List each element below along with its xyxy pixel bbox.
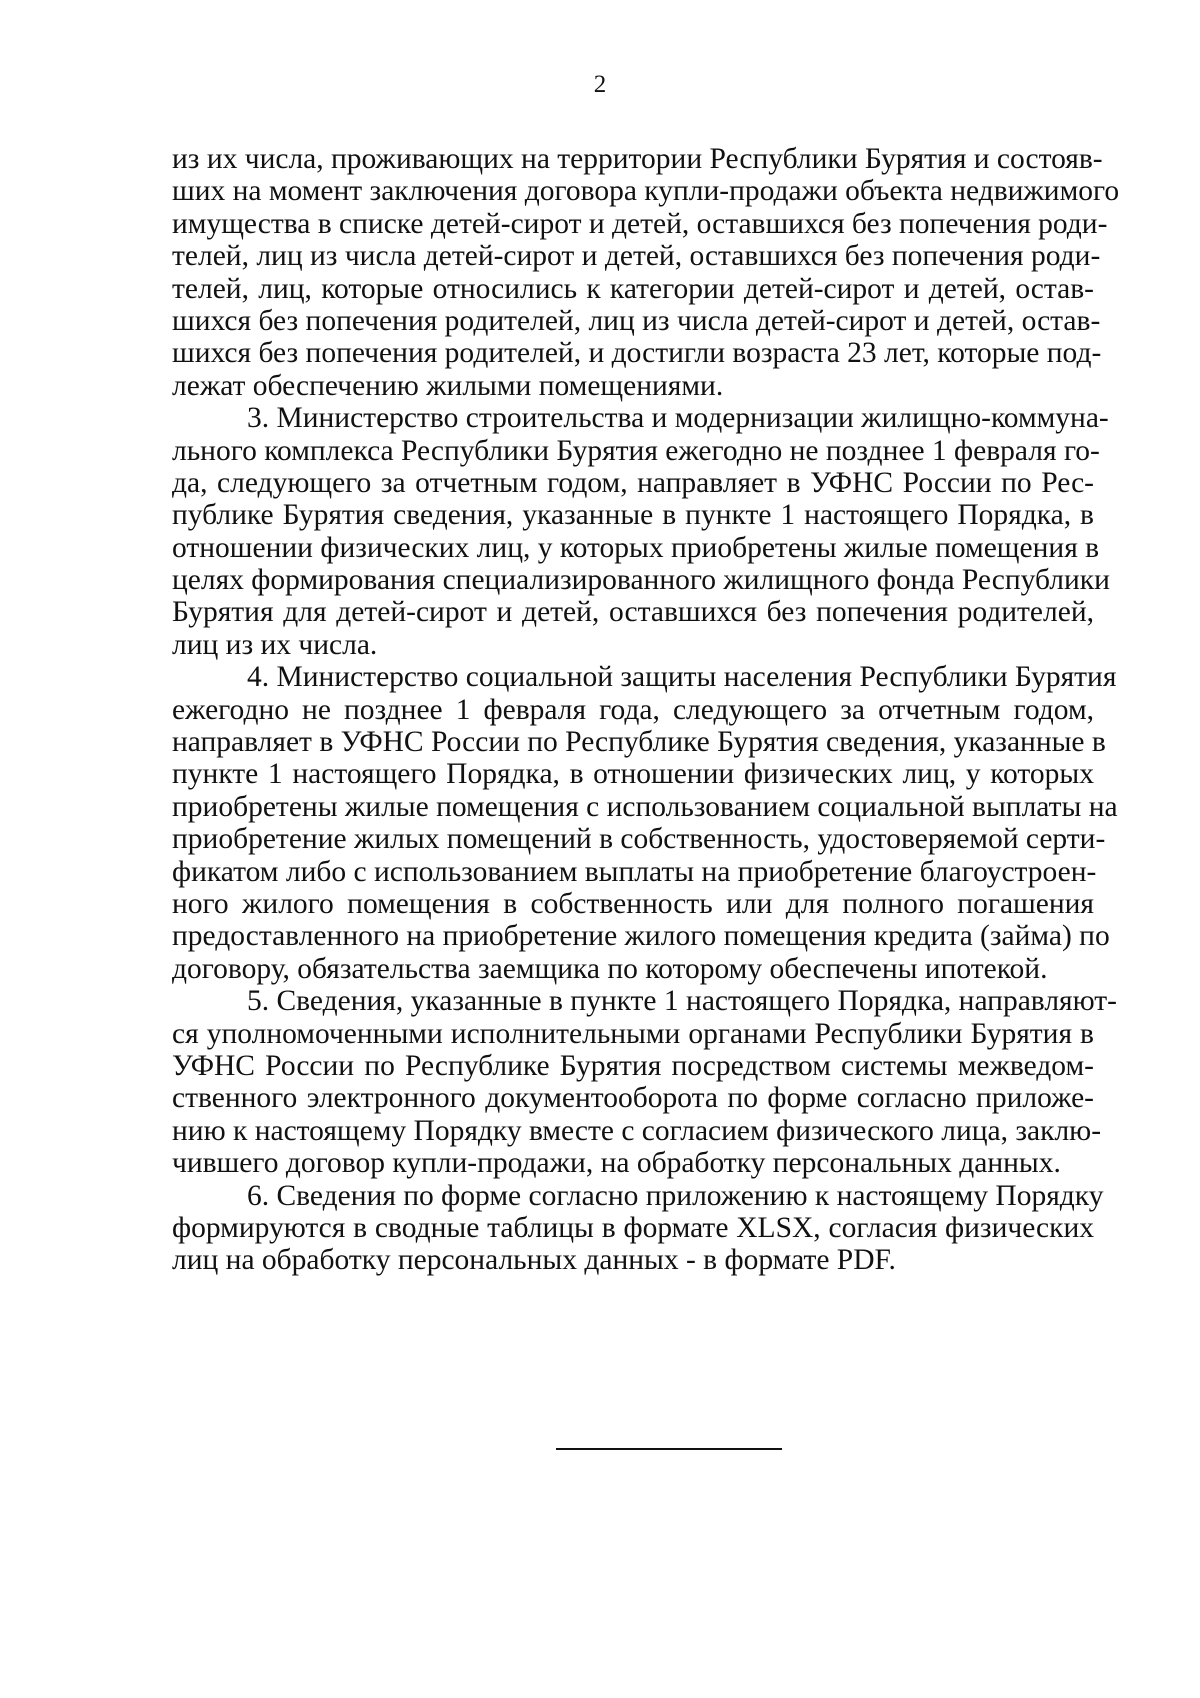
paragraph-3-first-line: 3. Министерство строительства и модернизации жилищно-коммуна- [247,402,1109,435]
paragraph-5-first-line: 5. Сведения, указанные в пункте 1 настоящего Порядка, направляют- [247,985,1117,1018]
text-line: пункте 1 настоящего Порядка, в отношении физических лиц, у которых [172,758,1094,791]
paragraph-end-line: лежат обеспечению жилыми помещениями. [172,369,724,402]
paragraph-end-line: лиц на обработку персональных данных - в формате PDF. [172,1244,896,1277]
paragraph-6-first-line: 6. Сведения по форме согласно приложению к настоящему Порядку [247,1179,1104,1212]
text-line: нию к настоящему Порядку вместе с согласием физического лица, заклю- [172,1114,1102,1147]
document-body [172,143,1120,1277]
text-line: шихся без попечения родителей, лиц из числа детей-сирот и детей, остав- [172,304,1101,337]
text-line: целях формирования специализированного жилищного фонда Республики [172,564,1110,597]
text-line: направляет в УФНС России по Республике Бурятия сведения, указанные в [172,726,1106,759]
text-line: шихся без попечения родителей, и достигли возраста 23 лет, которые под- [172,337,1102,370]
paragraph-end-line: чившего договор купли-продажи, на обработку персональных данных. [172,1147,1061,1180]
text-line: телей, лиц, которые относились к категории детей-сирот и детей, остав- [172,272,1094,305]
closing-divider [556,1448,782,1450]
text-line: публике Бурятия сведения, указанные в пункте 1 настоящего Порядка, в [172,499,1094,532]
paragraph-end-line: договору, обязательства заемщика по которому обеспечены ипотекой. [172,952,1048,985]
text-line: ственного электронного документооборота по форме согласно приложе- [172,1082,1094,1115]
paragraph-4-first-line: 4. Министерство социальной защиты населения Республики Бурятия [247,661,1117,694]
text-line: ного жилого помещения в собственность или для полного погашения [172,887,1094,920]
text-line: отношении физических лиц, у которых приобретены жилые помещения в [172,531,1100,564]
text-line: ших на момент заключения договора купли-продажи объекта недвижимого [172,175,1120,208]
text-line: Бурятия для детей-сирот и детей, оставшихся без попечения родителей, [172,596,1094,629]
text-line: из их числа, проживающих на территории Республики Бурятия и состояв- [172,143,1103,175]
text-line: предоставленного на приобретение жилого помещения кредита (займа) по [172,920,1110,953]
text-line: фикатом либо с использованием выплаты на приобретение благоустроен- [172,855,1097,888]
text-line: формируются в сводные таблицы в формате XLSX, согласия физических [172,1211,1094,1244]
text-line: да, следующего за отчетным годом, направляет в УФНС России по Рес- [172,466,1094,499]
text-line: телей, лиц из числа детей-сирот и детей, оставшихся без попечения роди- [172,240,1101,273]
paragraph-end-line: лиц из их числа. [172,628,378,661]
text-line: ся уполномоченными исполнительными органами Республики Бурятия в [172,1017,1094,1050]
page-number: 2 [593,71,607,98]
text-line: имущества в списке детей-сирот и детей, оставшихся без попечения роди- [172,207,1108,240]
text-line: льного комплекса Республики Бурятия ежегодно не позднее 1 февраля го- [172,434,1100,467]
text-line: приобретение жилых помещений в собственность, удостоверяемой серти- [172,823,1106,856]
text-line: УФНС России по Республике Бурятия посредством системы межведом- [172,1049,1094,1082]
text-line: ежегодно не позднее 1 февраля года, следующего за отчетным годом, [172,693,1094,726]
text-line: приобретены жилые помещения с использованием социальной выплаты на [172,790,1118,823]
